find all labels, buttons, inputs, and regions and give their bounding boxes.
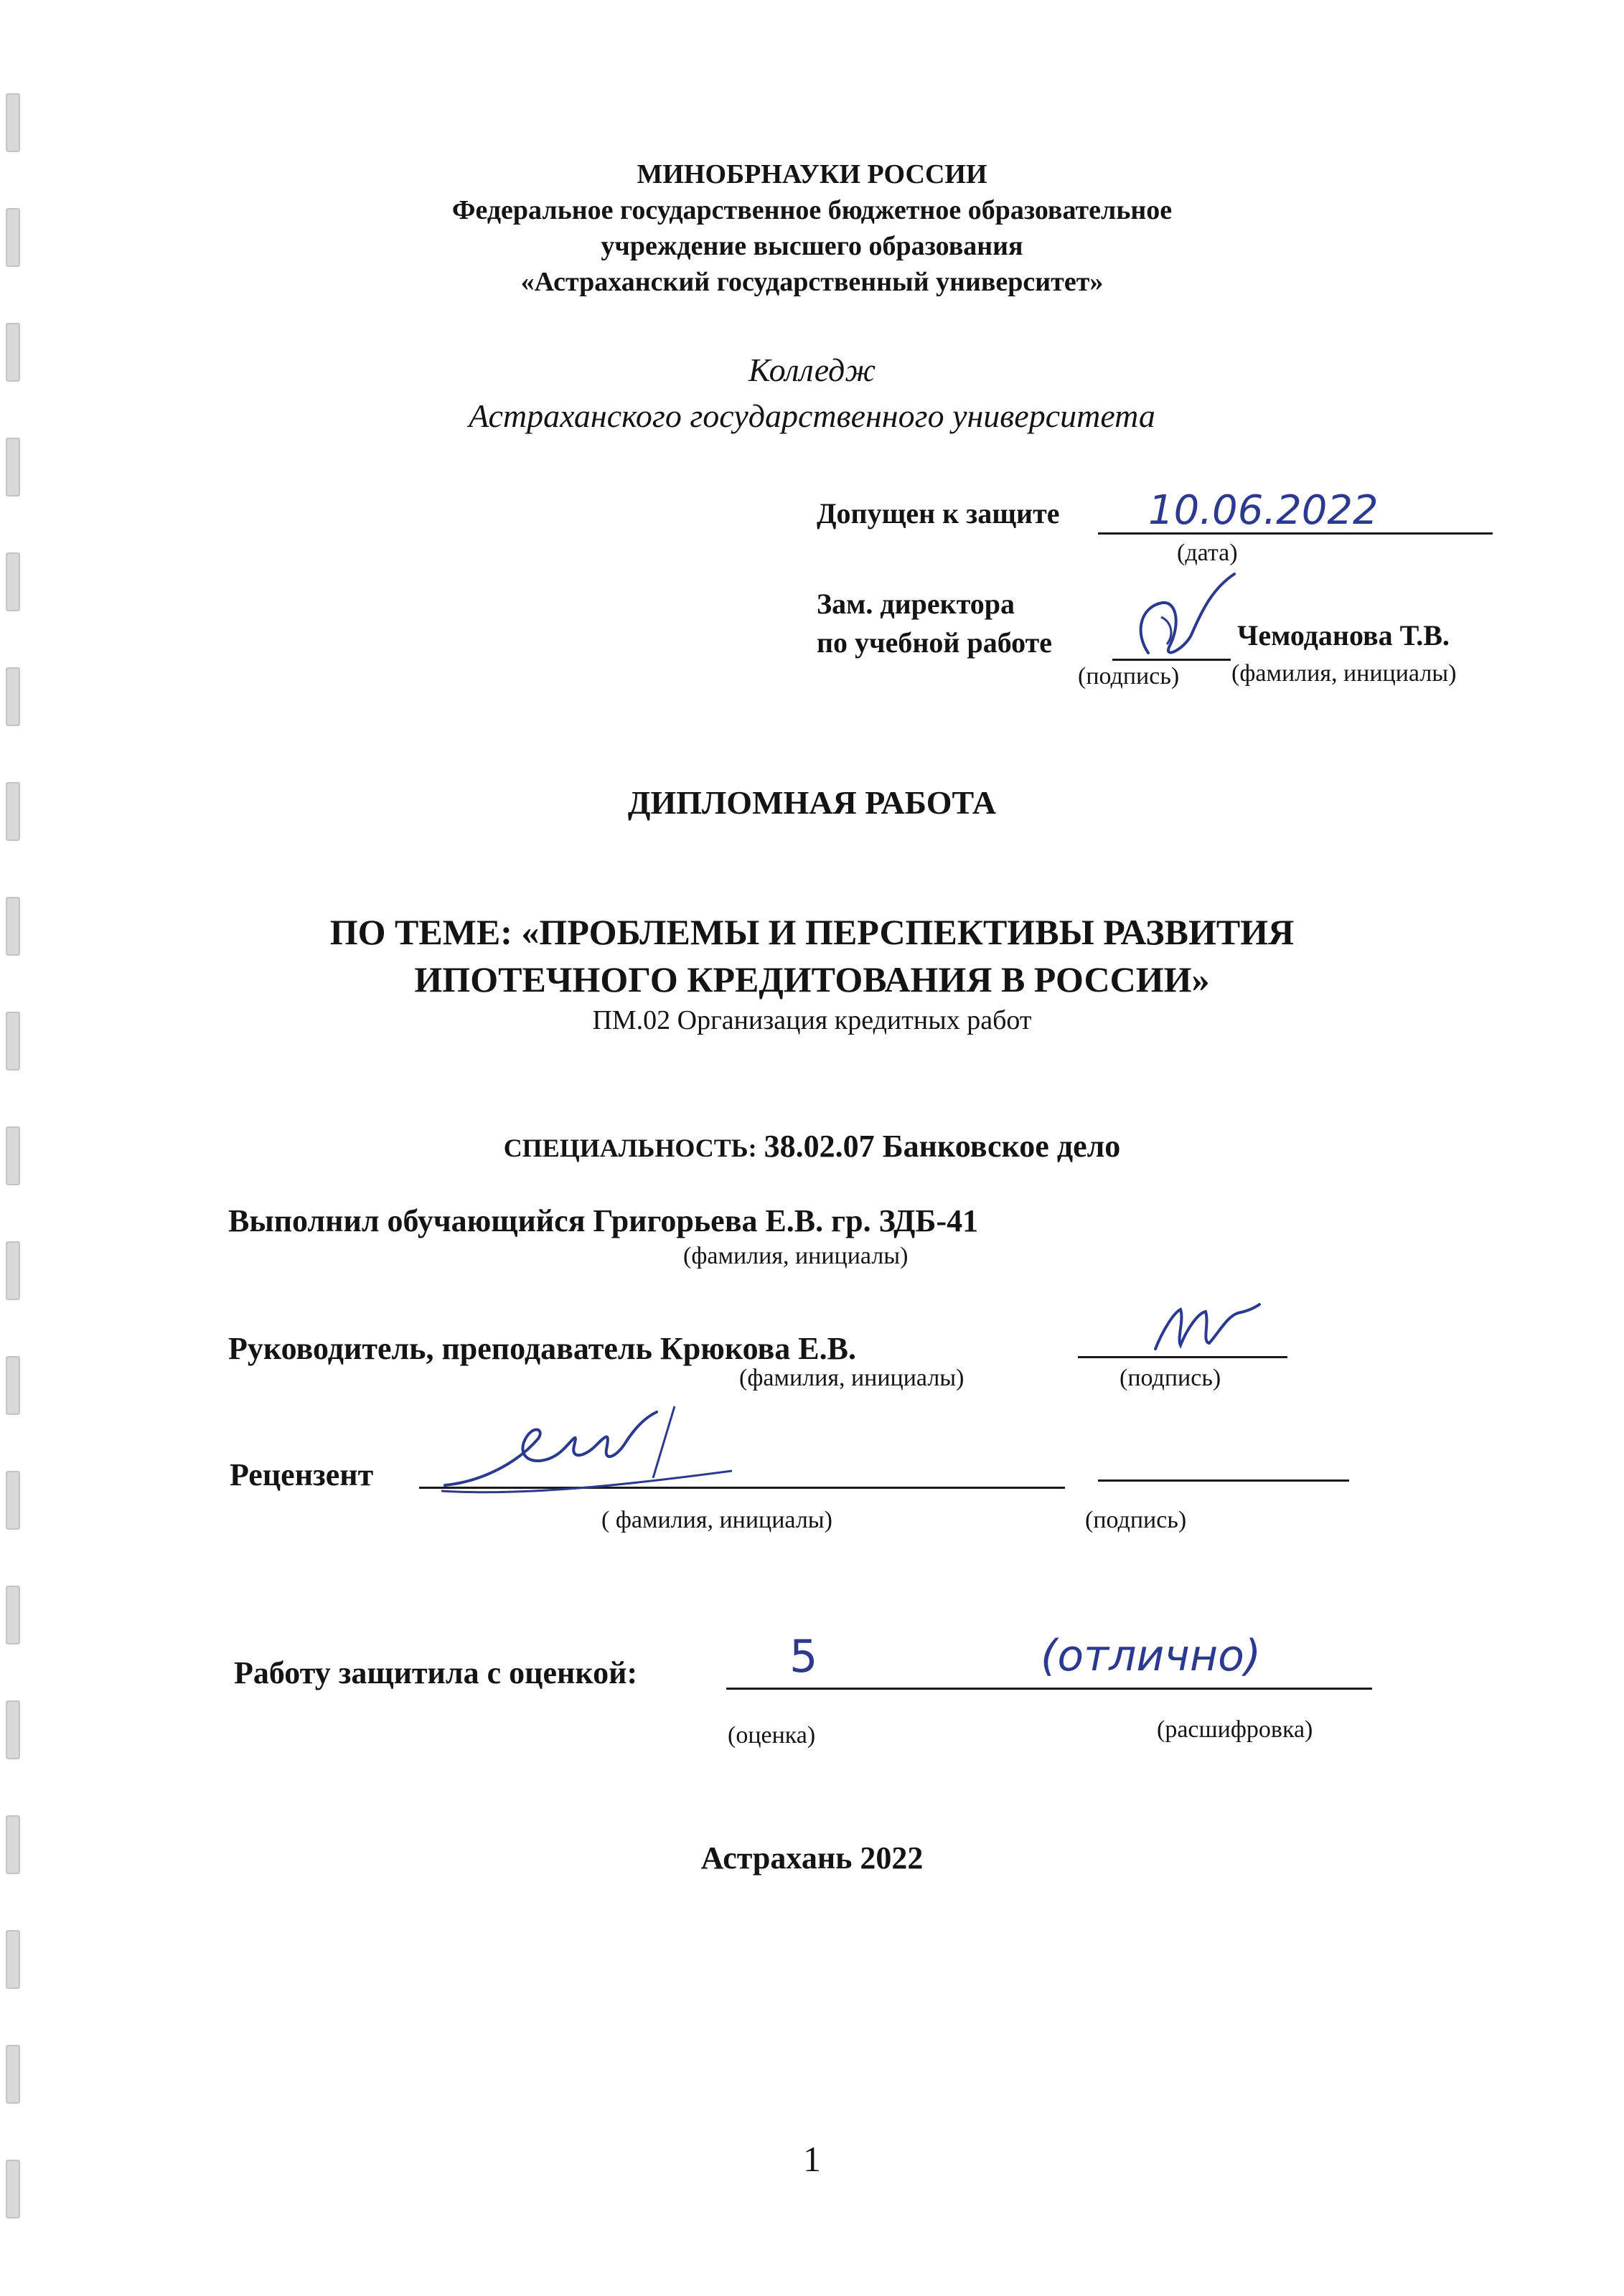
admission-label: Допущен к защите (817, 497, 1060, 530)
student-caption: (фамилия, инициалы) (683, 1243, 909, 1269)
date-caption: (дата) (1177, 540, 1238, 566)
institution-line-1: Федеральное государственное бюджетное образовательное (451, 195, 1173, 225)
supervisor-signature (1148, 1292, 1263, 1360)
topic-line-2: ИПОТЕЧНОГО КРЕДИТОВАНИЯ В РОССИИ» (414, 959, 1210, 999)
professional-module: ПМ.02 Организация кредитных работ (592, 1005, 1032, 1035)
handwritten-grade-text: 5 (789, 1630, 818, 1683)
specialty-label: СПЕЦИАЛЬНОСТЬ: (503, 1134, 757, 1162)
grade-caption: (оценка) (728, 1722, 816, 1749)
ministry-title: МИНОБРНАУКИ РОССИИ (637, 159, 987, 189)
institution-line-2: учреждение высшего образования (601, 231, 1023, 261)
reviewer-signature-underline (1098, 1479, 1349, 1482)
reviewer-name-caption: ( фамилия, инициалы) (601, 1507, 832, 1533)
reviewer-signature (438, 1399, 739, 1507)
deputy-title-line-1: Зам. директора (817, 588, 1015, 620)
handwritten-date-text: 10.06.2022 (1148, 487, 1379, 534)
supervisor-signature-caption: (подпись) (1120, 1365, 1221, 1391)
deputy-name: Чемоданова Т.В. (1237, 619, 1450, 651)
specialty-line (0, 1128, 1624, 1165)
college-name-line-2: Астраханского государственного университета (469, 397, 1155, 434)
reviewer-label: Рецензент (230, 1457, 374, 1492)
grade-label: Работу защитила с оценкой: (234, 1655, 638, 1690)
reviewer-signature-caption: (подпись) (1085, 1507, 1187, 1533)
work-type: ДИПЛОМНАЯ РАБОТА (627, 784, 997, 821)
university-name: «Астраханский государственный университет» (520, 267, 1104, 297)
supervisor-name-caption: (фамилия, инициалы) (739, 1365, 964, 1391)
supervisor-line: Руководитель, преподаватель Крюкова Е.В. (228, 1331, 856, 1366)
handwritten-date (1141, 481, 1385, 538)
topic-line-1: ПО ТЕМЕ: «ПРОБЛЕМЫ И ПЕРСПЕКТИВЫ РАЗВИТИЯ (329, 912, 1295, 952)
page-number: 1 (803, 2139, 821, 2179)
handwritten-grade-word: (отлично) (1041, 1631, 1262, 1681)
handwritten-grade (775, 1622, 861, 1686)
decode-caption: (расшифровка) (1157, 1716, 1313, 1743)
deputy-signature-caption: (подпись) (1078, 663, 1180, 690)
college-name-line-1: Колледж (748, 352, 876, 388)
specialty-value: 38.02.07 Банковское дело (764, 1129, 1121, 1164)
student-line: Выполнил обучающийся Григорьева Е.В. гр. ЗДБ-41 (228, 1203, 979, 1238)
handwritten-grade-text (1033, 1619, 1306, 1690)
deputy-title-line-2: по учебной работе (817, 626, 1053, 659)
deputy-name-caption: (фамилия, инициалы) (1231, 660, 1457, 687)
deputy-signature (1120, 567, 1249, 674)
city-year: Астрахань 2022 (700, 1840, 924, 1876)
